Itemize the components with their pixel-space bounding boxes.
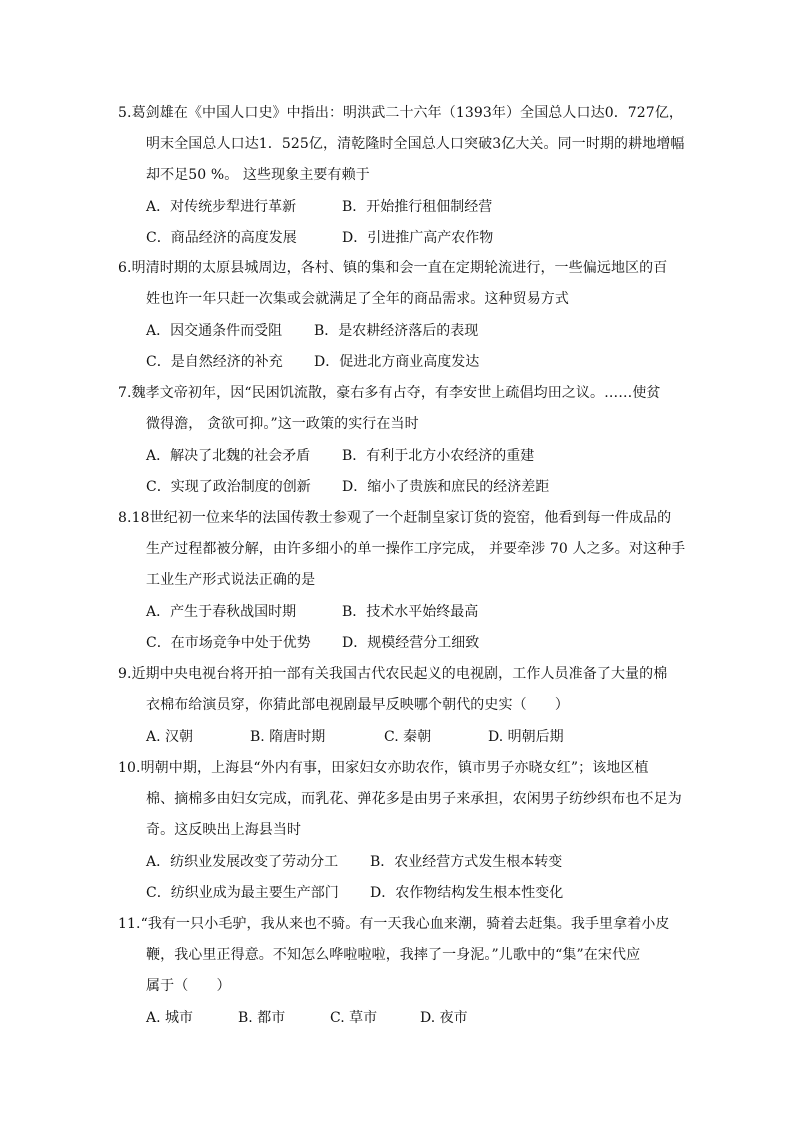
- question-text: 明清时期的太原县城周边，各村、镇的集和会一直在定期轮流进行，一些偏远地区的百: [131, 260, 668, 276]
- question-text: 葛剑雄在《中国人口史》中指出：明洪武二十六年（1393年）全国总人口达0．727亿，: [131, 105, 684, 121]
- question-9-option-b: B. 隋唐时期: [250, 729, 326, 745]
- question-11-option-b: B. 都市: [238, 1010, 286, 1026]
- question-7-line-1: [118, 384, 661, 402]
- question-10-line-1: [118, 759, 649, 777]
- question-text: 近期中央电视台将开拍一部有关我国古代农民起义的电视剧，工作人员准备了大量的棉: [131, 666, 668, 682]
- question-7-option-d: D．缩小了贵族和庶民的经济差距: [342, 479, 550, 495]
- question-8-line-2: 生产过程都被分解，由许多细小的单一操作工序完成， 并要牵涉 70 人之多。对这种手: [146, 541, 686, 557]
- question-10-line-3: 奇。这反映出上海县当时: [146, 822, 302, 838]
- question-5-line-1: [118, 104, 683, 122]
- question-8-option-d: D．规模经营分工细致: [342, 635, 480, 651]
- question-number: 8.: [118, 510, 132, 526]
- question-6-option-b: B．是农耕经济落后的表现: [314, 323, 479, 339]
- question-9-option-d: D. 明朝后期: [488, 729, 564, 745]
- question-11-line-1: [118, 915, 670, 933]
- question-5-option-c: C．商品经济的高度发展: [146, 230, 297, 246]
- question-8-line-1: [118, 509, 671, 527]
- question-number: 10.: [118, 760, 141, 776]
- question-text: 魏孝文帝初年，因“民困饥流散，豪右多有占夺，有李安世上疏倡均田之议。……使贫: [131, 385, 661, 401]
- question-9-line-2: 衣棉布给演员穿，你猜此部电视剧最早反映哪个朝代的史实（ ）: [146, 697, 569, 713]
- question-number: 11.: [118, 916, 141, 932]
- question-7-option-a: A．解决了北魏的社会矛盾: [146, 448, 311, 464]
- question-8-option-c: C．在市场竞争中处于优势: [146, 635, 311, 651]
- question-5-line-2: 明末全国总人口达1．525亿，清乾隆时全国总人口突破3亿大关。同一时期的耕地增幅: [146, 136, 685, 152]
- question-number: 9.: [118, 666, 132, 682]
- question-11-option-c: C. 草市: [330, 1010, 378, 1026]
- question-11-line-3: 属于（ ）: [146, 978, 231, 994]
- question-5-option-d: D．引进推广高产农作物: [342, 230, 494, 246]
- question-6-option-c: C．是自然经济的补充: [146, 354, 283, 370]
- question-11-line-2: 鞭，我心里正得意。不知怎么哗啦啦啦，我摔了一身泥。”儿歌中的“集”在宋代应: [146, 947, 641, 963]
- question-7-line-2: 微得澹， 贪欲可抑。”这一政策的实行在当时: [146, 416, 419, 432]
- question-10-line-2: 棉、摘棉多由妇女完成，而乳花、弹花多是由男子来承担，农闲男子纺纱织布也不足为: [146, 791, 682, 807]
- question-8-line-3: 工业生产形式说法正确的是: [146, 572, 316, 588]
- question-text: 明朝中期，上海县“外内有事，田家妇女亦助农作，镇市男子亦晓女红”；该地区植: [140, 760, 649, 776]
- question-5-option-b: B．开始推行租佃制经营: [342, 199, 493, 215]
- question-6-option-a: A．因交通条件而受阻: [146, 323, 283, 339]
- question-7-option-c: C．实现了政治制度的创新: [146, 479, 311, 495]
- question-8-option-a: A．产生于春秋战国时期: [146, 604, 297, 620]
- question-10-option-b: B．农业经营方式发生根本转变: [370, 854, 563, 870]
- question-number: 5.: [118, 105, 132, 121]
- question-number: 7.: [118, 385, 132, 401]
- question-6-line-1: [118, 259, 667, 277]
- question-10-option-c: C．纺织业成为最主要生产部门: [146, 885, 339, 901]
- question-9-option-c: C. 秦朝: [384, 729, 432, 745]
- question-text: 18世纪初一位来华的法国传教士参观了一个赶制皇家订货的瓷窑，他看到每一件成品的: [131, 510, 672, 526]
- question-6-line-2: 姓也许一年只赶一次集或会就满足了全年的商品需求。这种贸易方式: [146, 291, 569, 307]
- question-7-option-b: B．有利于北方小农经济的重建: [342, 448, 535, 464]
- question-5-option-a: A．对传统步犁进行革新: [146, 199, 297, 215]
- question-11-option-a: A. 城市: [146, 1010, 194, 1026]
- question-8-option-b: B．技术水平始终最高: [342, 604, 479, 620]
- question-5-line-3: 却不足50 %。 这些现象主要有赖于: [146, 167, 370, 183]
- question-9-line-1: [118, 665, 667, 683]
- question-9-option-a: A. 汉朝: [146, 729, 194, 745]
- question-10-option-a: A．纺织业发展改变了劳动分工: [146, 854, 339, 870]
- question-number: 6.: [118, 260, 132, 276]
- question-10-option-d: D．农作物结构发生根本性变化: [370, 885, 564, 901]
- question-11-option-d: D. 夜市: [420, 1010, 468, 1026]
- question-6-option-d: D．促进北方商业高度发达: [314, 354, 480, 370]
- question-text: “我有一只小毛驴，我从来也不骑。有一天我心血来潮，骑着去赶集。我手里拿着小皮: [140, 916, 670, 932]
